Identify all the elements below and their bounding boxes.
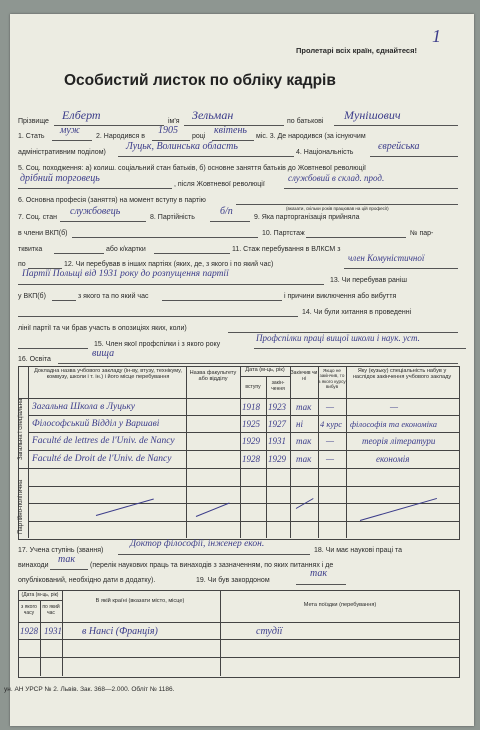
- form-title: Особистий листок по обліку кадрів: [64, 72, 336, 89]
- edu-to: 1923: [268, 402, 286, 412]
- other-parties-value-1: член Комуністичної: [348, 253, 425, 263]
- edu-finished: ні: [296, 419, 303, 429]
- sex-value: муж: [60, 125, 80, 136]
- abroad-header-from: з якого часу: [21, 604, 37, 617]
- edu-from: 1918: [242, 402, 260, 412]
- sex-label: 1. Стать: [18, 133, 45, 140]
- degree-label: 17. Учена ступінь (звання): [18, 547, 104, 554]
- edu-finished: так: [296, 436, 312, 446]
- edu-from: 1929: [242, 436, 260, 446]
- month-suffix: міс. 3. Де народився (за існуючим: [256, 133, 366, 140]
- print-footer: ун. АН УРСР № 2. Львів. Зак. 368—2.000. Обліт № 1186.: [4, 686, 175, 693]
- edu-header-dropout: Якщо не закінчив, то з якого курсу вибув: [318, 368, 346, 390]
- patronymic-value: Мунішович: [344, 108, 401, 122]
- ticket-label: тквитка: [18, 246, 43, 253]
- patronymic-label: по батькові: [287, 118, 324, 125]
- edu-header-date-group: Дата (м-ць, рік): [245, 367, 285, 373]
- slogan: Пролетарі всіх країн, єднайтеся!: [296, 46, 417, 55]
- trade-union-label: 15. Член якої профспілки і з якого року: [94, 341, 221, 348]
- profession-note: (вказати, скільки років працював на цій професії): [286, 206, 389, 211]
- edu-course: —: [326, 402, 335, 412]
- edu-institution: Faculté de lettres de l'Univ. de Nancy: [32, 436, 175, 446]
- social-status-label: 7. Соц. стан: [18, 214, 58, 221]
- edu-side-general: Загальна і спеціальна: [18, 398, 24, 460]
- party-value: б/п: [220, 206, 233, 217]
- surname-label: Прізвище: [18, 118, 49, 125]
- edu-header-faculty: Назва факультету або відділу: [189, 370, 237, 383]
- edu-institution: Faculté de Droit de l'Univ. de Nancy: [32, 454, 172, 464]
- previous-vkpb-label: 13. Чи перебував раніш: [330, 277, 407, 284]
- edu-header-to: закін-чення: [271, 380, 285, 393]
- edu-finished: так: [296, 402, 312, 412]
- birth-place: Луцьк, Волинська область: [126, 141, 238, 152]
- edu-specialty: економія: [376, 454, 410, 464]
- inventions-label: винаходи: [18, 562, 49, 569]
- vkpb-short-label: у ВКП(б): [18, 293, 46, 300]
- education-value: вища: [92, 348, 115, 359]
- edu-from: 1925: [242, 419, 260, 429]
- inventions-value: так: [58, 554, 76, 565]
- exclusion-reason-label: і причини виключення або вибуття: [284, 293, 397, 300]
- komsomol-label: 11. Стаж перебування в ВЛКСМ з: [232, 246, 341, 253]
- edu-to: 1931: [268, 436, 286, 446]
- edu-to: 1927: [268, 419, 286, 429]
- wavering-label: 14. Чи були хитання в проведенні: [302, 309, 412, 316]
- edu-course: —: [326, 454, 335, 464]
- abroad-header-purpose: Мета поїздки (перебування): [303, 602, 377, 608]
- edu-institution: Філософський Відділ у Варшаві: [32, 419, 160, 429]
- after-revolution-label: , після Жовтневої революції: [174, 181, 265, 188]
- given-name-label: ім'я: [168, 118, 180, 125]
- edu-institution: Загальна Школа в Луцьку: [32, 402, 135, 412]
- abroad-header-country: В якій країні (вказати місто, місце): [95, 598, 185, 604]
- vkpb-label: в члени ВКП(б): [18, 230, 68, 237]
- abroad-from: 1928: [20, 626, 38, 636]
- born-label: 2. Народився в: [96, 133, 145, 140]
- nationality-value: єврейська: [378, 141, 420, 152]
- abroad-header-to: по який час: [42, 604, 60, 617]
- edu-side-party: Партійно-політична: [18, 479, 24, 534]
- edu-header-from: вступу: [245, 384, 261, 390]
- other-parties-label: 12. Чи перебував в інших партіях (яких, де, з якого і по який час): [64, 261, 274, 268]
- edu-header-specialty: Яку (кузьку) спеціальність набув у наслідок закінчення учбового закладу: [352, 368, 452, 381]
- edu-course: —: [326, 436, 335, 446]
- edu-specialty: теорія літератури: [362, 436, 436, 446]
- social-status-value: службовець: [70, 206, 121, 217]
- degree-value: Доктор філософії, інженер екон.: [130, 539, 265, 549]
- year-suffix: році: [192, 133, 206, 140]
- works-note: (перелік наукових праць та винаходів з зазначенням, по яких питаннях і де: [90, 562, 334, 569]
- edu-from: 1928: [242, 454, 260, 464]
- abroad-header-date-group: (Дата (м-ць, рік): [21, 592, 59, 598]
- trade-union-value: Профспілки праці вищої школи і наук. уст.: [256, 333, 420, 343]
- period-label: з якого та по який час: [78, 293, 149, 300]
- page-number: 1: [432, 26, 441, 46]
- party-label: 8. Партійність: [150, 214, 195, 221]
- works-label: 18. Чи має наукові праці та: [314, 547, 402, 554]
- abroad-label: 19. Чи був закордоном: [196, 577, 270, 584]
- edu-specialty: філософія та економіка: [350, 419, 437, 429]
- surname-value: Елберт: [62, 108, 101, 122]
- edu-to: 1929: [268, 454, 286, 464]
- party-tenure-label: 10. Партстаж: [262, 230, 305, 237]
- birth-year: 1905: [158, 125, 178, 136]
- opposition-label: лінії партії та чи брав участь в опозиціях яких, коли): [18, 325, 187, 332]
- edu-course: 4 курс: [320, 419, 343, 429]
- abroad-purpose: студії: [256, 626, 283, 637]
- given-name-value: Зельман: [192, 108, 234, 122]
- edu-header-finished: Закінчив чи ні: [290, 370, 318, 383]
- abroad-to: 1931: [44, 626, 62, 636]
- edu-header-institution: Докладна назва учбового закладу (ін-ву, втузу, технікуму, комвузу, школи і т. ін.) і його місце перебування: [34, 368, 182, 381]
- social-origin-label: 5. Соц. походження: а) колиш. соціальний стан батьків, б) основне заняття батьків до Жовтневої революції: [18, 165, 366, 172]
- edu-specialty: —: [390, 402, 399, 412]
- parents-occupation-before: дрібний торговець: [20, 173, 100, 184]
- edu-finished: так: [296, 454, 312, 464]
- education-label: 16. Освіта: [18, 356, 51, 363]
- birth-month: квітень: [214, 125, 247, 136]
- card-number-label: № пар-: [410, 230, 434, 237]
- profession-label: 6. Основна професія (заняття) на момент вступу в партію: [18, 197, 206, 204]
- komsomol-to-label: по: [18, 261, 26, 268]
- admin-division-label: адміністративним поділом): [18, 149, 106, 156]
- education-table: [18, 366, 460, 540]
- card-label: або к/картки: [106, 246, 146, 253]
- published-label: опублікований, необхідно дати в додатку).: [18, 577, 156, 584]
- party-org-label: 9. Яка парторганізація прийняла: [254, 214, 360, 221]
- other-parties-value-2: Партії Польщі від 1931 року до розпущення партії: [22, 269, 229, 279]
- parents-occupation-after: службовий в склад. прод.: [288, 173, 385, 183]
- abroad-country: в Нансі (Франція): [82, 626, 158, 637]
- abroad-value: так: [310, 568, 328, 579]
- nationality-label: 4. Національність: [296, 149, 354, 156]
